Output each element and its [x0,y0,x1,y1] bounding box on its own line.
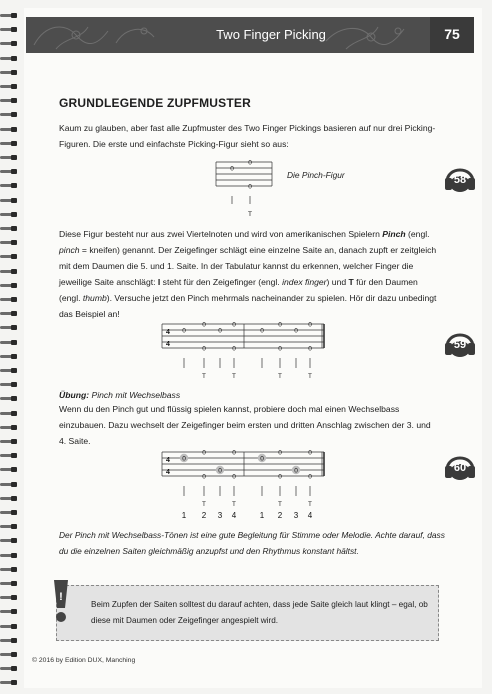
tab-note: 0 [218,327,222,335]
tip-text: Beim Zupfen der Saiten solltest du darauf achten, dass jede Saite gleich laut klingt – egal, ob diese mit Daumen oder Zeigefinger angespielt wird. [91,600,428,625]
binding-coil [0,296,22,303]
binding-coil [0,268,22,275]
cd-track-badge [443,160,477,194]
finger-label: T [308,502,312,508]
tab-note: 0 [202,473,206,481]
beat-count: 1 [259,511,265,520]
beat-count: 2 [201,511,207,520]
binding-coil [0,580,22,587]
closing-paragraph: Der Pinch mit Wechselbass-Tönen ist eine gute Begleitung für Stimme oder Melodie. Achte darauf, dass du die einzelnen Saiten gleichmäßig anzupfst und den Rhythmus konstant hältst. [59,530,445,556]
binding-coil [0,523,22,530]
alternating-bass-tab [160,446,328,522]
binding-coil [0,55,22,62]
spiral-binding [0,0,22,694]
binding-coil [0,594,22,601]
tab-note: 0 [260,455,264,463]
pinch-exercise-tab [160,318,328,382]
figure-caption: Die Pinch-Figur [287,170,345,180]
finger-label: T [248,211,252,218]
beat-count: 4 [307,511,313,520]
section-title: GRUNDLEGENDE ZUPFMUSTER [59,96,251,110]
tab-note: 0 [202,345,206,353]
binding-coil [0,182,22,189]
tab-note: 0 [232,321,236,329]
tab-note: 0 [308,473,312,481]
binding-coil [0,495,22,502]
tab-note: 0 [182,327,186,335]
beat-count: 3 [217,511,223,520]
beat-count: 3 [293,511,299,520]
binding-coil [0,324,22,331]
tab-note: 0 [308,345,312,353]
binding-coil [0,253,22,260]
svg-text:!: ! [59,591,63,603]
tab-note: 0 [294,467,298,475]
header-title: Two Finger Picking [216,27,326,42]
beat-count: 2 [277,511,283,520]
pinch-paragraph: Diese Figur besteht nur aus zwei Viertelnoten und wird von amerikanischen Spielern Pinch (engl. pinch = kneifen) genannt. Der Zeigefinger schlägt eine einzelne Saite an, danach zupft er zeitgleich mit dem Daumen die 5. und 1. Saite. In der Tabulatur kannst du erkennen, welcher Finger die jeweilige Saite anschlägt: I steht für den Zeigefinger (engl. index finger) und T für den Daumen (engl. thumb). Versuche jetzt den Pinch mehrmals nacheinander zu spielen. Hör dir dazu unbedingt das Beispiel an! [59,229,437,319]
cd-track-badge [443,325,477,359]
track-number: 59 [453,339,467,351]
binding-coil [0,126,22,133]
tab-note: 0 [248,183,252,191]
tab-note: 0 [230,165,234,173]
finger-label: T [232,374,236,380]
binding-coil [0,197,22,204]
binding-coil [0,466,22,473]
binding-coil [0,211,22,218]
binding-coil [0,438,22,445]
binding-coil [0,566,22,573]
tab-note: 0 [202,321,206,329]
binding-coil [0,353,22,360]
binding-coil [0,26,22,33]
tab-note: 0 [294,327,298,335]
track-number: 58 [453,174,467,186]
finger-label: T [278,374,282,380]
tab-note: 0 [232,345,236,353]
binding-coil [0,410,22,417]
beat-count: 1 [181,511,187,520]
tab-note: 0 [182,455,186,463]
tab-note: 0 [308,449,312,457]
track-number: 60 [453,462,467,474]
finger-label: T [308,374,312,380]
binding-coil [0,12,22,19]
exclamation-icon [50,578,72,624]
binding-coil [0,608,22,615]
binding-coil [0,381,22,388]
binding-coil [0,637,22,644]
binding-coil [0,367,22,374]
binding-coil [0,83,22,90]
pinch-figure-tab [214,156,274,218]
binding-coil [0,239,22,246]
finger-label: T [202,374,206,380]
page-header [26,17,474,53]
tab-note: 0 [232,473,236,481]
copyright: © 2016 by Edition DUX, Manching [32,657,136,664]
tab-note: 0 [278,345,282,353]
tab-note: 0 [248,159,252,167]
binding-coil [0,452,22,459]
time-signature: 4 [166,329,170,336]
binding-coil [0,679,22,686]
binding-coil [0,651,22,658]
binding-coil [0,509,22,516]
exercise-heading: Übung: Pinch mit Wechselbass [59,390,181,400]
binding-coil [0,537,22,544]
tab-note: 0 [308,321,312,329]
time-signature: 4 [166,341,170,348]
finger-label: T [232,502,236,508]
binding-coil [0,339,22,346]
tab-note: 0 [202,449,206,457]
binding-coil [0,424,22,431]
tab-note: 0 [232,449,236,457]
finger-label: T [202,502,206,508]
binding-coil [0,140,22,147]
beat-count: 4 [231,511,237,520]
binding-coil [0,481,22,488]
binding-coil [0,69,22,76]
intro-paragraph: Kaum zu glauben, aber fast alle Zupfmuster des Two Finger Pickings basieren auf nur drei Picking-Figuren. Die erste und einfachste Picking-Figur sieht so aus: [59,123,436,149]
tab-note: 0 [278,449,282,457]
tab-note: 0 [278,473,282,481]
tab-note: 0 [278,321,282,329]
binding-coil [0,225,22,232]
time-signature: 4 [166,469,170,476]
binding-coil [0,97,22,104]
binding-coil [0,282,22,289]
binding-coil [0,395,22,402]
tab-note: 0 [218,467,222,475]
tab-note: 0 [260,327,264,335]
binding-coil [0,310,22,317]
binding-coil [0,40,22,47]
alternating-bass-paragraph: Wenn du den Pinch gut und flüssig spielen kannst, probiere doch mal einen Wechselbass einzubauen. Dazu wechselt der Zeigefinger beim ersten und dritten Anschlag zwischen der 3. und 4. Saite. [59,404,431,446]
binding-coil [0,154,22,161]
finger-label: T [278,502,282,508]
cd-track-badge [443,448,477,482]
binding-coil [0,111,22,118]
binding-coil [0,168,22,175]
binding-coil [0,552,22,559]
binding-coil [0,623,22,630]
binding-coil [0,665,22,672]
page-number: 75 [444,26,460,42]
time-signature: 4 [166,457,170,464]
